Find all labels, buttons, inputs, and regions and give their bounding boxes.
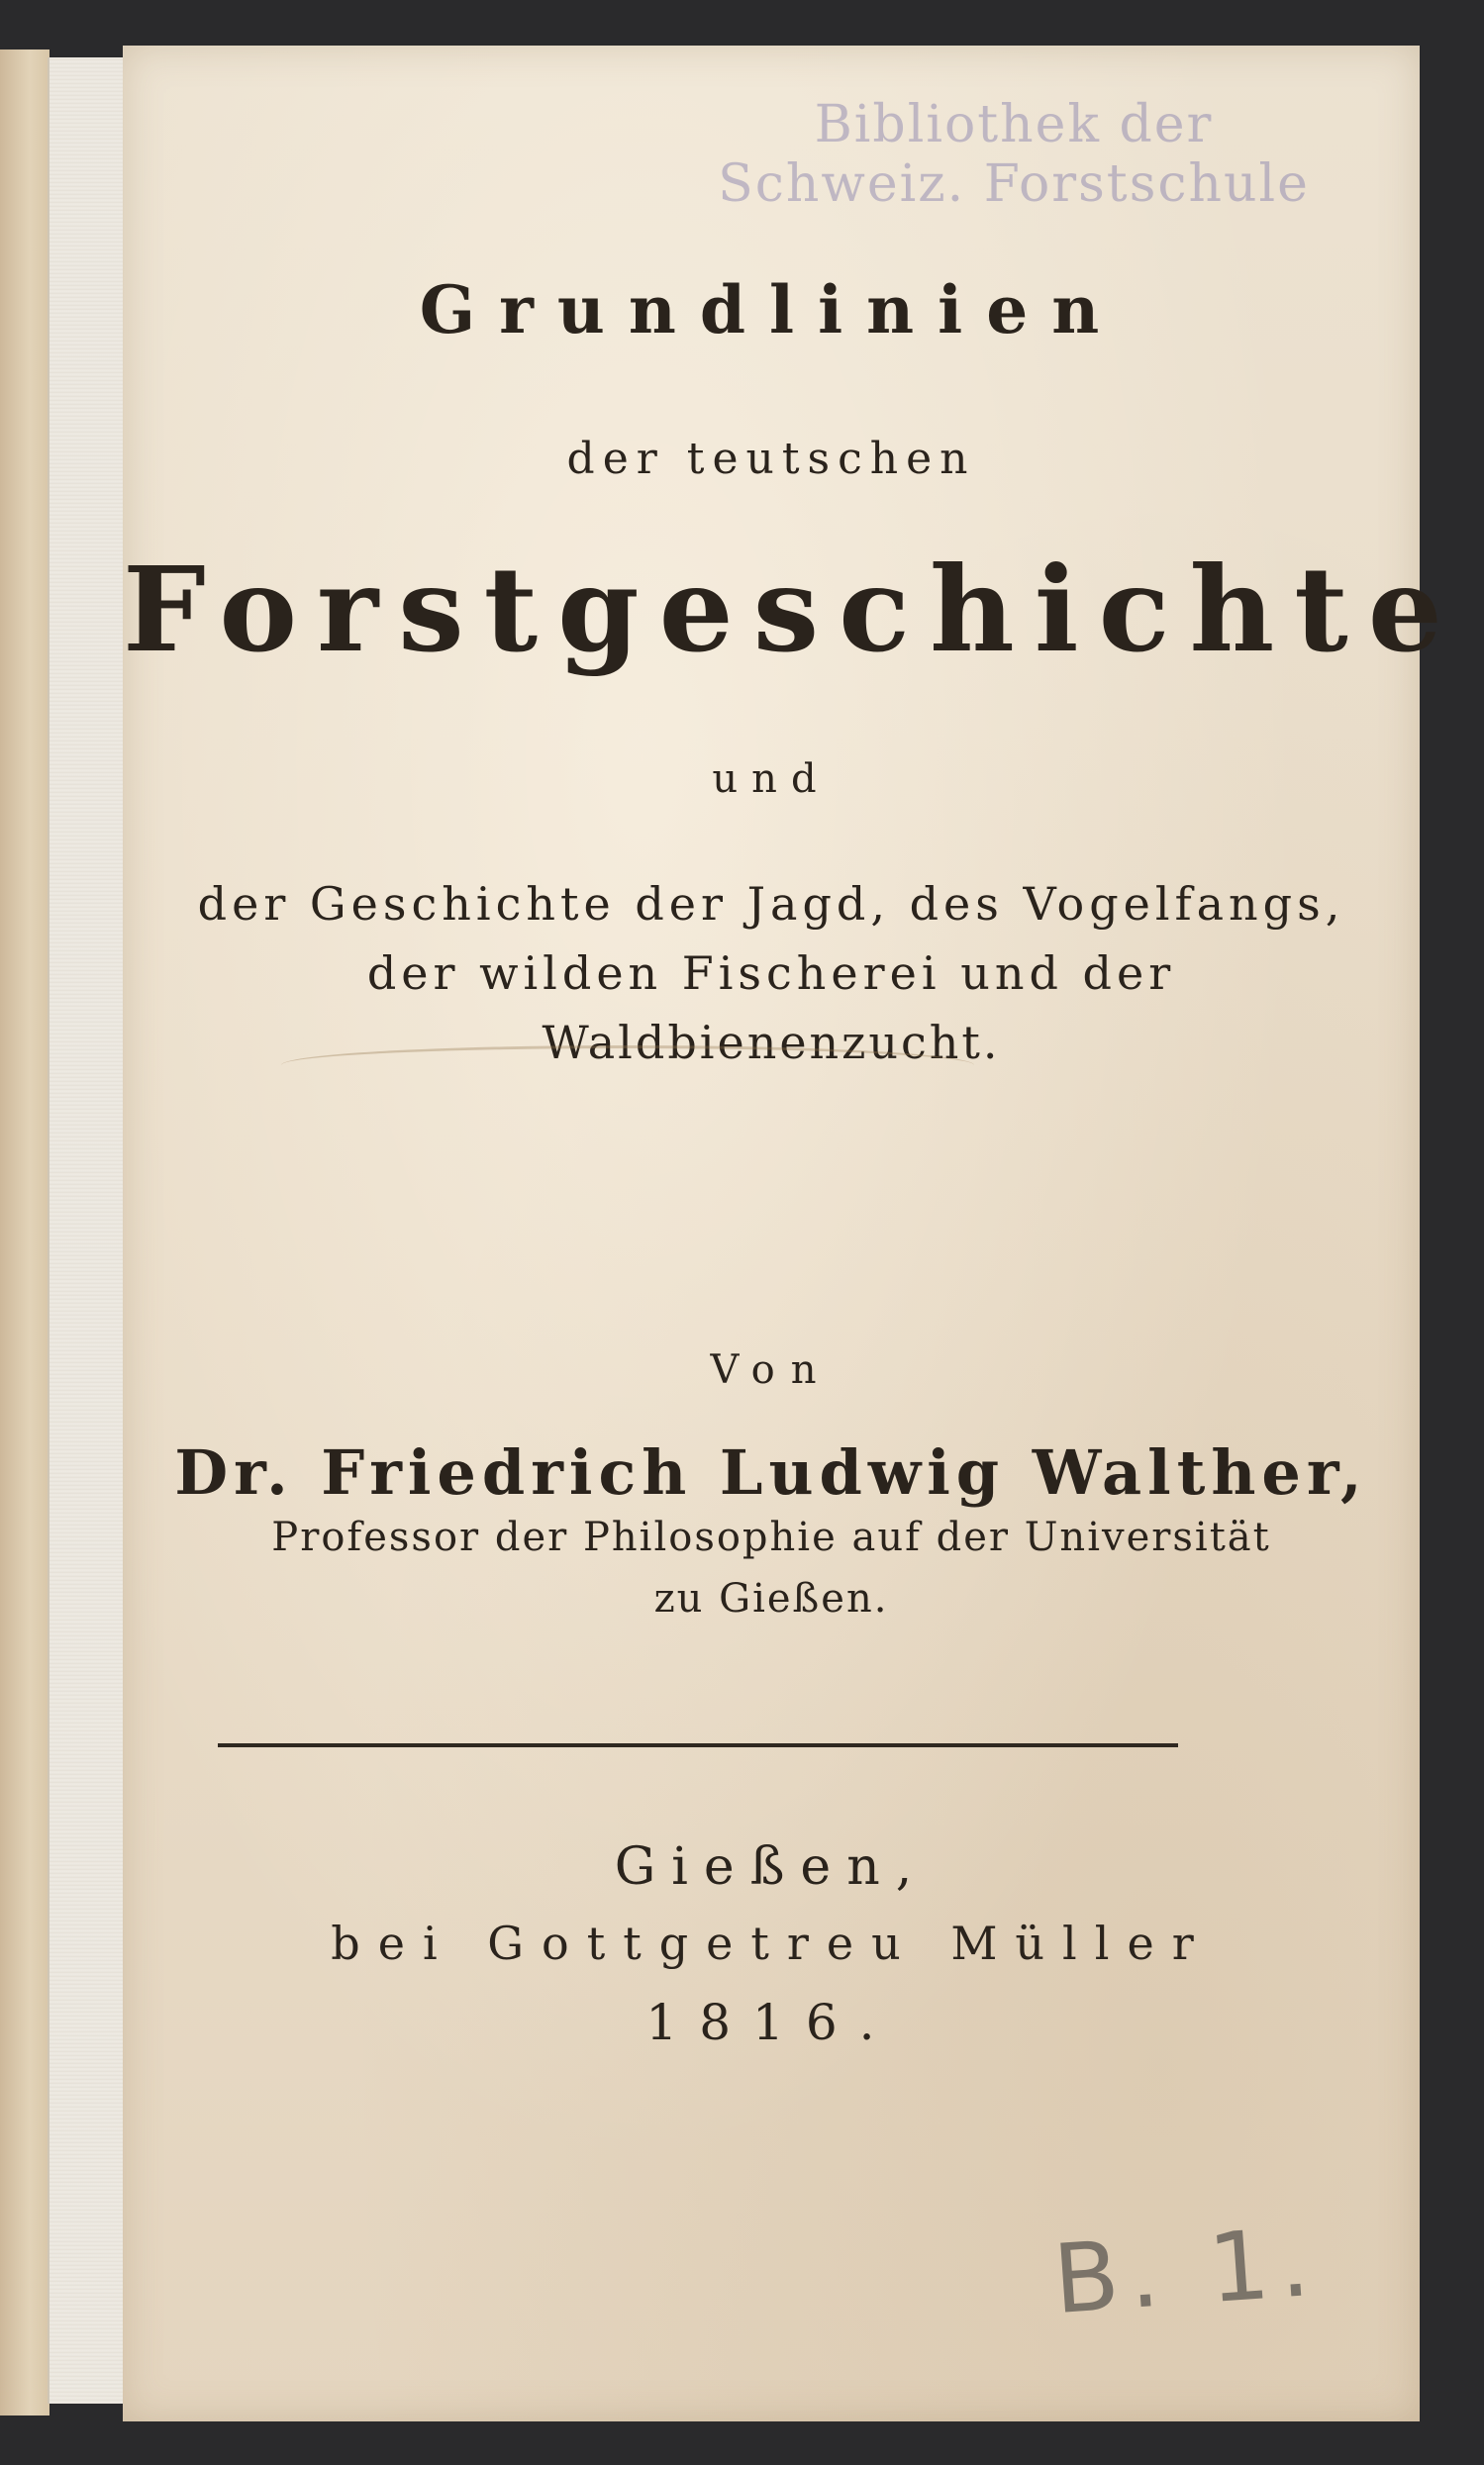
byline-von: Von	[710, 1347, 833, 1393]
library-stamp	[647, 95, 1380, 214]
pencil-shelfmark: B. 1.	[1049, 2206, 1324, 2336]
flyleaf-edge	[0, 49, 49, 2416]
title-line-2: der teutschen	[566, 434, 976, 484]
paper-tear	[281, 1045, 974, 1078]
stamp-line-1: Bibliothek der	[814, 95, 1214, 154]
author-name: Dr. Friedrich Ludwig Walther,	[174, 1436, 1368, 1509]
title-line-1: Grundlinien	[419, 271, 1124, 348]
author-position-2: zu Gießen.	[653, 1576, 889, 1622]
main-title: Forstgeschichte	[123, 541, 1462, 678]
subtitle-line-1: der Geschichte der Jagd, des Vogelfangs,	[197, 877, 1345, 931]
imprint-year: 1816.	[645, 1994, 897, 2051]
imprint-publisher: bei Gottgetreu Müller	[331, 1917, 1212, 1970]
imprint-place: Gießen,	[614, 1837, 929, 1897]
title-page	[123, 46, 1462, 2421]
stamp-line-2: Schweiz. Forstschule	[718, 154, 1310, 214]
title-connector: und	[712, 756, 831, 802]
binding-cloth	[48, 57, 129, 2404]
author-position-1: Professor der Philosophie auf der Universität	[271, 1515, 1271, 1560]
subtitle-line-3: Waldbienenzucht.	[542, 1016, 1001, 1069]
subtitle-line-2: der wilden Fischerei und der	[366, 946, 1176, 1000]
divider-rule	[218, 1743, 1178, 1747]
